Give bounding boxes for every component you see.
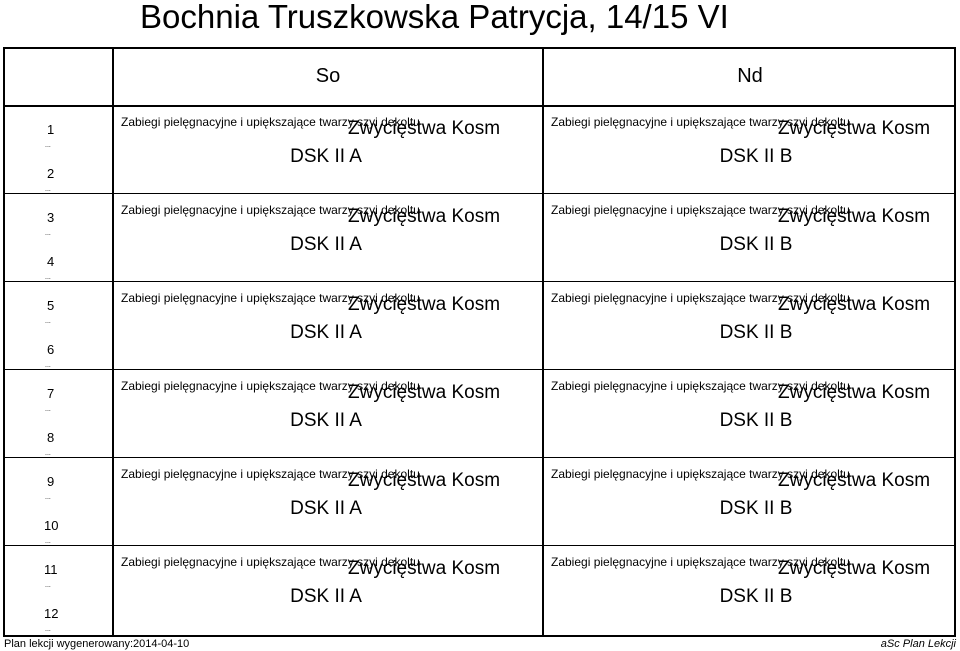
period-time: ... xyxy=(45,230,51,237)
column-divider xyxy=(542,47,544,637)
lesson-room: Zwycięstwa Kosm xyxy=(778,206,931,227)
lesson-group: DSK II A xyxy=(290,322,362,343)
lesson-cell xyxy=(547,194,960,278)
lesson-room: Zwycięstwa Kosm xyxy=(348,294,501,315)
lesson-cell xyxy=(117,370,535,454)
period-number: 6 xyxy=(47,342,55,357)
period-time: ... xyxy=(45,362,51,369)
lesson-room: Zwycięstwa Kosm xyxy=(778,118,931,139)
period-time: ... xyxy=(45,142,51,149)
lesson-subject: Zabiegi pielęgnacyjne i upiększające twarzy szyi dekoltu xyxy=(551,203,850,217)
lesson-room: Zwycięstwa Kosm xyxy=(778,470,931,491)
period-number: 7 xyxy=(47,386,55,401)
lesson-room: Zwycięstwa Kosm xyxy=(778,294,931,315)
period-time: ... xyxy=(45,318,51,325)
period-time: ... xyxy=(45,538,51,545)
lesson-group: DSK II B xyxy=(719,322,793,343)
period-number: 8 xyxy=(47,430,55,445)
lesson-group: DSK II B xyxy=(719,498,793,519)
page-title: Bochnia Truszkowska Patrycja, 14/15 VI xyxy=(140,0,729,35)
lesson-subject: Zabiegi pielęgnacyjne i upiększające twarzy szyi dekoltu xyxy=(551,555,850,569)
period-time: ... xyxy=(45,450,51,457)
day-header-nd: Nd xyxy=(737,65,763,87)
period-time: ... xyxy=(45,582,51,589)
lesson-cell xyxy=(117,458,535,542)
lesson-cell xyxy=(117,194,535,278)
lesson-group: DSK II A xyxy=(290,234,362,255)
period-number: 5 xyxy=(47,298,55,313)
lesson-room: Zwycięstwa Kosm xyxy=(348,206,501,227)
lesson-room: Zwycięstwa Kosm xyxy=(348,470,501,491)
lesson-room: Zwycięstwa Kosm xyxy=(778,382,931,403)
period-number: 2 xyxy=(47,166,55,181)
period-number: 1 xyxy=(47,122,55,137)
lesson-subject: Zabiegi pielęgnacyjne i upiększające twarzy szyi dekoltu xyxy=(551,379,850,393)
lesson-subject: Zabiegi pielęgnacyjne i upiększające twarzy szyi dekoltu xyxy=(121,467,420,481)
lesson-cell xyxy=(117,546,535,630)
brand-label: aSc Plan Lekcji xyxy=(880,638,956,650)
lesson-cell xyxy=(117,106,535,190)
lesson-group: DSK II B xyxy=(719,410,793,431)
lesson-group: DSK II B xyxy=(719,146,793,167)
lesson-room: Zwycięstwa Kosm xyxy=(778,558,931,579)
lesson-group: DSK II B xyxy=(719,586,793,607)
lesson-room: Zwycięstwa Kosm xyxy=(348,382,501,403)
lesson-group: DSK II A xyxy=(290,146,362,167)
lesson-subject: Zabiegi pielęgnacyjne i upiększające twarzy szyi dekoltu xyxy=(551,467,850,481)
lesson-cell xyxy=(547,546,960,630)
lesson-subject: Zabiegi pielęgnacyjne i upiększające twarzy szyi dekoltu xyxy=(121,555,420,569)
lesson-room: Zwycięstwa Kosm xyxy=(348,558,501,579)
lesson-cell xyxy=(547,106,960,190)
period-number: 10 xyxy=(44,518,59,533)
period-time: ... xyxy=(45,406,51,413)
period-number: 12 xyxy=(44,606,59,621)
period-number: 3 xyxy=(47,210,55,225)
lesson-subject: Zabiegi pielęgnacyjne i upiększające twarzy szyi dekoltu xyxy=(121,291,420,305)
period-time: ... xyxy=(45,626,51,633)
lesson-subject: Zabiegi pielęgnacyjne i upiększające twarzy szyi dekoltu xyxy=(121,115,420,129)
lesson-subject: Zabiegi pielęgnacyjne i upiększające twarzy szyi dekoltu xyxy=(121,379,420,393)
period-number: 11 xyxy=(44,562,58,577)
period-time: ... xyxy=(45,494,51,501)
lesson-cell xyxy=(117,282,535,366)
lesson-group: DSK II B xyxy=(719,234,793,255)
lesson-cell xyxy=(547,282,960,366)
lesson-subject: Zabiegi pielęgnacyjne i upiększające twarzy szyi dekoltu xyxy=(551,291,850,305)
period-time: ... xyxy=(45,186,51,193)
day-header-so: So xyxy=(315,65,341,87)
lesson-subject: Zabiegi pielęgnacyjne i upiększające twarzy szyi dekoltu xyxy=(121,203,420,217)
lesson-group: DSK II A xyxy=(290,586,362,607)
generated-date: Plan lekcji wygenerowany:2014-04-10 xyxy=(4,638,190,650)
lesson-cell xyxy=(547,458,960,542)
lesson-cell xyxy=(547,370,960,454)
lesson-subject: Zabiegi pielęgnacyjne i upiększające twarzy szyi dekoltu xyxy=(551,115,850,129)
period-number: 4 xyxy=(47,254,55,269)
period-number: 9 xyxy=(47,474,55,489)
lesson-group: DSK II A xyxy=(290,498,362,519)
period-time: ... xyxy=(45,274,51,281)
lesson-group: DSK II A xyxy=(290,410,362,431)
lesson-room: Zwycięstwa Kosm xyxy=(348,118,501,139)
